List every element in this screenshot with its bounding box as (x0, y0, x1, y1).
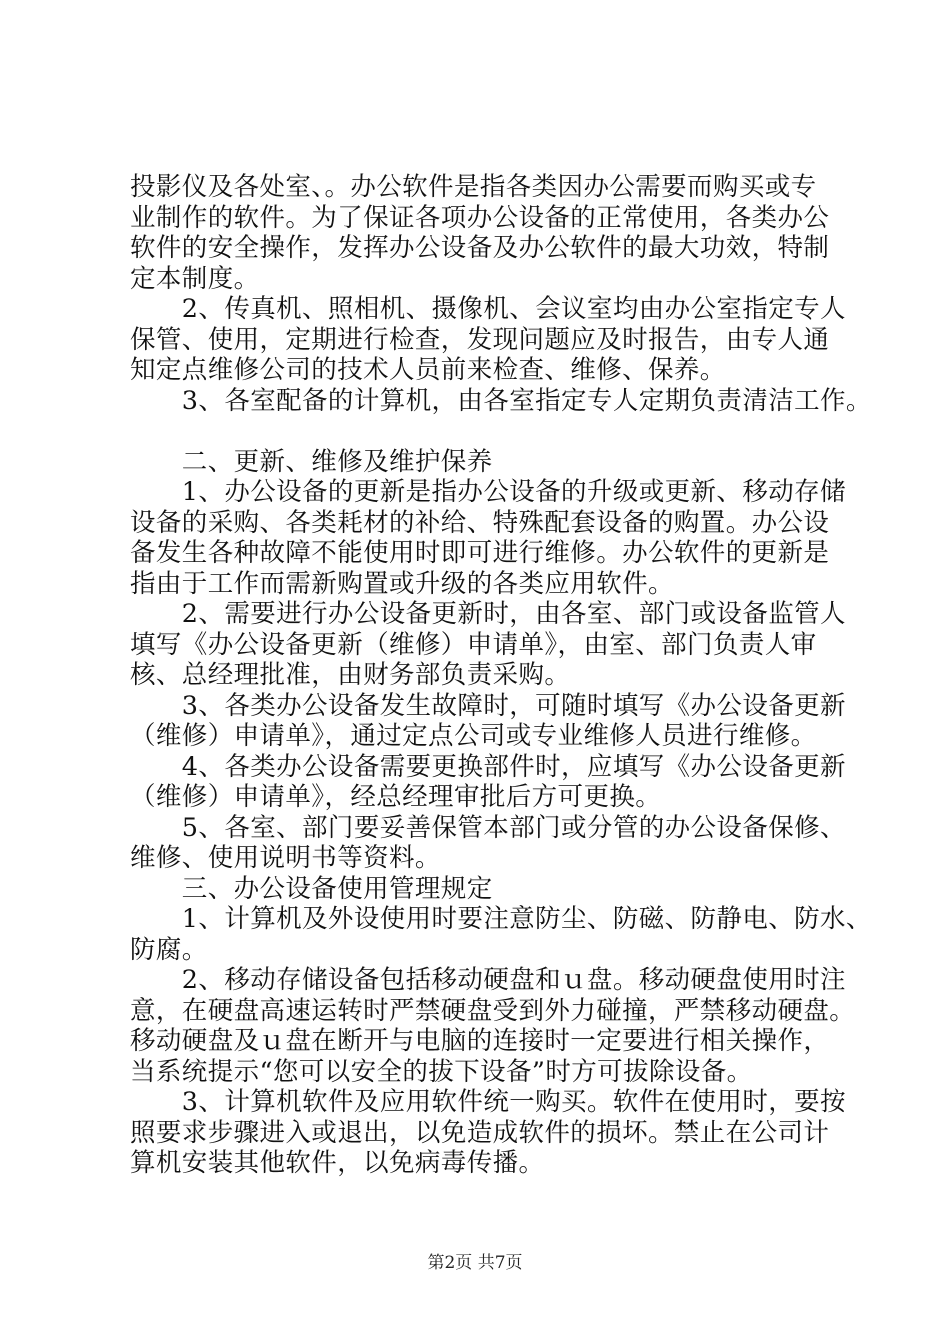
text-line: 软件的安全操作，发挥办公设备及办公软件的最大功效，特制 (130, 233, 830, 263)
text-line: 5、各室、部门要妥善保管本部门或分管的办公设备保修、 (130, 812, 846, 843)
page-number-footer: 第2页 共7页 (427, 1253, 523, 1273)
text-line: 业制作的软件。为了保证各项办公设备的正常使用，各类办公 (130, 202, 830, 233)
text-line: （维修）申请单》，经总经理审批后方可更换。 (130, 782, 662, 812)
text-line: 指由于工作而需新购置或升级的各类应用软件。 (130, 568, 674, 599)
text-line: 知定点维修公司的技术人员前来检查、维修、保养。 (130, 355, 726, 385)
text-line: 2、移动存储设备包括移动硬盘和ｕ盘。移动硬盘使用时注 (130, 965, 846, 995)
text-line: 1、计算机及外设使用时要注意防尘、防磁、防静电、防水、 (130, 904, 872, 934)
text-line: 2、需要进行办公设备更新时，由各室、部门或设备监管人 (130, 599, 846, 629)
text-line: 3、各室配备的计算机，由各室指定专人定期负责清洁工作。 (130, 385, 872, 416)
text-line: 投影仪及各处室、。办公软件是指各类因办公需要而购买或专 (130, 172, 817, 202)
text-line: 3、计算机软件及应用软件统一购买。软件在使用时，要按 (130, 1087, 846, 1117)
section-heading: 三、办公设备使用管理规定 (130, 873, 493, 904)
text-line: 2、传真机、照相机、摄像机、会议室均由办公室指定专人 (130, 294, 846, 324)
text-line: 保管、使用，定期进行检查，发现问题应及时报告，由专人通 (130, 324, 830, 355)
text-line: 4、各类办公设备需要更换部件时，应填写《办公设备更新 (130, 751, 846, 782)
blank-line (130, 416, 840, 447)
text-line: 核、总经理批准，由财务部负责采购。 (130, 660, 571, 690)
text-line: 设备的采购、各类耗材的补给、特殊配套设备的购置。办公设 (130, 507, 830, 538)
document-body (130, 172, 872, 1179)
text-line: 当系统提示“您可以安全的拔下设备”时方可拔除设备。 (130, 1056, 753, 1087)
text-line: 算机安装其他软件，以免病毒传播。 (130, 1148, 545, 1178)
text-line: 备发生各种故障不能使用时即可进行维修。办公软件的更新是 (130, 538, 830, 568)
text-line: 维修、使用说明书等资料。 (130, 843, 441, 873)
text-line: 1、办公设备的更新是指办公设备的升级或更新、移动存储 (130, 477, 846, 507)
text-line: 移动硬盘及ｕ盘在断开与电脑的连接时一定要进行相关操作， (130, 1026, 830, 1056)
text-line: 意，在硬盘高速运转时严禁硬盘受到外力碰撞，严禁移动硬盘。 (130, 995, 856, 1026)
text-line: 定本制度。 (130, 263, 260, 294)
text-line: 防腐。 (130, 934, 208, 965)
section-heading: 二、更新、维修及维护保养 (130, 446, 493, 477)
text-line: （维修）申请单》，通过定点公司或专业维修人员进行维修。 (130, 721, 817, 751)
text-line: 3、各类办公设备发生故障时，可随时填写《办公设备更新 (130, 690, 846, 721)
text-line: 照要求步骤进入或退出，以免造成软件的损坏。禁止在公司计 (130, 1117, 830, 1148)
text-line: 填写《办公设备更新（维修）申请单》，由室、部门负责人审 (130, 629, 817, 660)
